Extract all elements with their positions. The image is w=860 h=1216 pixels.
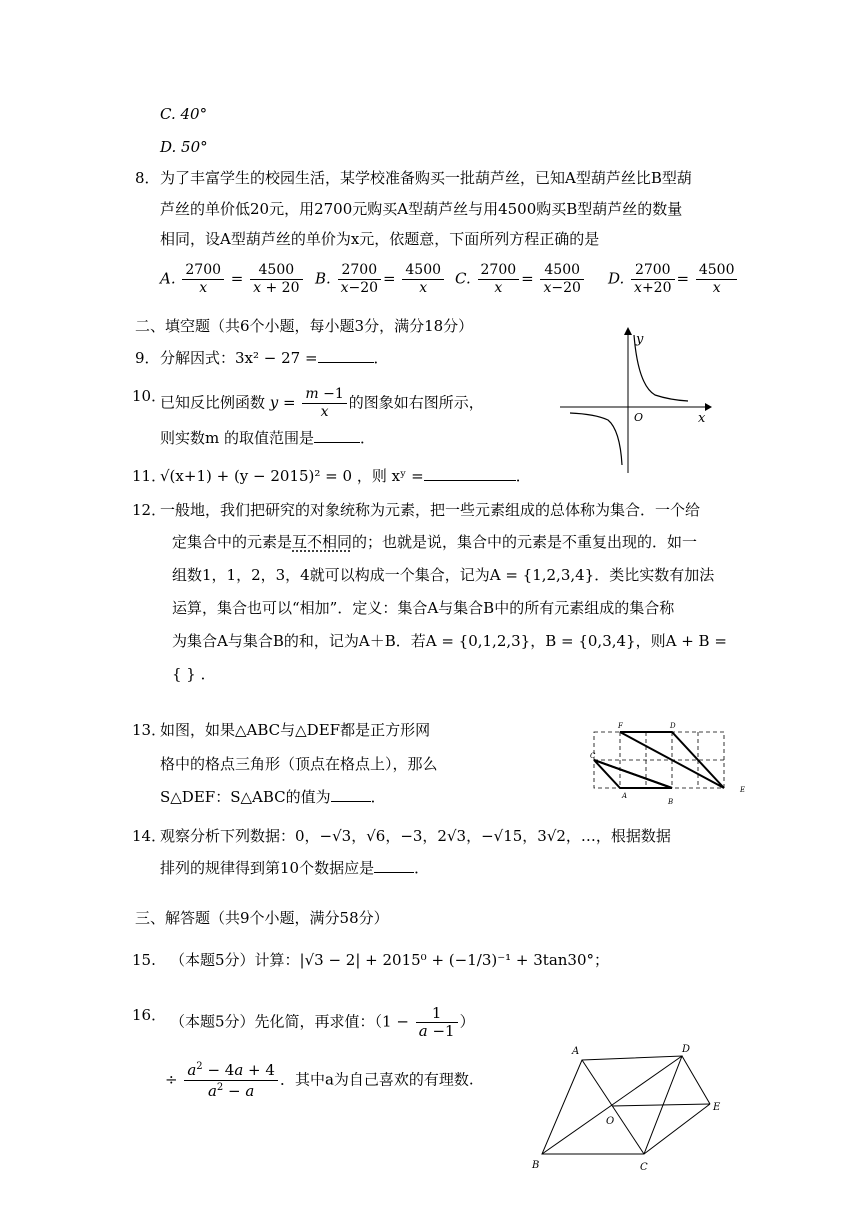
q14-line1: 观察分析下列数据：0，−√3，√6，−3，2√3，−√15，3√2，…，根据数据 — [160, 827, 671, 845]
q10-line1: 已知反比例函数 y = $\frac{m -1}{x}$ 的图象如右图所示， — [160, 386, 484, 420]
q9-text: 分解因式：3x² − 27 = ． — [160, 349, 389, 367]
q13-label-e: E — [740, 786, 746, 794]
q13-label-b: B — [668, 798, 674, 806]
q12-line6: { } ． — [172, 665, 216, 683]
q15-number: 15. — [132, 951, 156, 969]
q16-parallelogram-figure — [520, 1040, 730, 1180]
q8-option-d: D. $\frac{2700}{x+20}$ = $\frac{4500}{x}$ — [608, 262, 739, 297]
q9-number: 9． — [135, 349, 160, 367]
q10-hyperbola-graph — [560, 325, 720, 475]
q16-label-a: A — [572, 1046, 580, 1057]
q16-label-b: B — [532, 1160, 540, 1171]
q13-line2: 格中的格点三角形（顶点在格点上），那么 — [160, 755, 438, 773]
q13-label-a: A — [622, 792, 628, 800]
q13-line1: 如图，如果△ABC与△DEF都是正方形网 — [160, 721, 431, 739]
q10-line2: 则实数m 的取值范围是 ． — [160, 429, 376, 447]
q16-label-c: C — [640, 1162, 648, 1173]
q13-label-d: D — [670, 722, 676, 730]
section-2-heading: 二、填空题（共6个小题，每小题3分，满分18分） — [135, 317, 474, 335]
q12-line5: 为集合A与集合B的和，记为A＋B．若A = {0,1,2,3}，B = {0,3,4}，则A + B = — [172, 632, 727, 650]
q12-line3: 组数1，1，2，3，4就可以构成一个集合，记为A = {1,2,3,4}．类比实数有加法 — [172, 566, 715, 584]
q12-line2: 定集合中的元素是互不相同的；也就是说，集合中的元素是不重复出现的．如一 — [172, 533, 698, 551]
q8-line3: 相同，设A型葫芦丝的单价为x元，依题意，下面所列方程正确的是 — [160, 230, 600, 248]
q16-line1: （本题5分）先化简，再求值：（1 − $\frac{1}{a -1}$ ） — [170, 1004, 475, 1040]
q8-line1: 为了丰富学生的校园生活，某学校准备购买一批葫芦丝，已知A型葫芦丝比B型葫 — [160, 169, 692, 187]
q12-line4: 运算，集合也可以“相加”．定义：集合A与集合B中的所有元素组成的集合称 — [172, 599, 675, 617]
q8-number: 8． — [135, 169, 160, 187]
q16-line2: ÷ $\frac{a^2 - 4a + 4}{a^2 - a}$ ．其中a为自己喜欢的有理数. — [165, 1061, 474, 1100]
q11-text: √(x+1) + (y − 2015)² = 0 ，则 xʸ = ． — [160, 467, 531, 485]
q13-label-f: F — [618, 722, 623, 730]
q14-number: 14． — [132, 827, 167, 845]
q13-number: 13． — [132, 721, 167, 739]
q8-option-c: C. $\frac{2700}{x}$ = $\frac{4500}{x-20}$ — [455, 262, 586, 297]
q11-number: 11． — [132, 467, 167, 485]
q13-grid-triangles — [588, 718, 748, 808]
q14-line2: 排列的规律得到第10个数据应是 ． — [160, 859, 430, 877]
q8-option-b: B. $\frac{2700}{x-20}$ = $\frac{4500}{x}$ — [315, 262, 446, 297]
q13-line3: S△DEF：S△ABC的值为 ． — [160, 788, 386, 806]
q15-text: （本题5分）计算：|√3 − 2| + 2015⁰ + (−1/3)⁻¹ + 3tan30°； — [170, 951, 610, 969]
q7-option-d: D. 50° — [160, 138, 208, 156]
q10-x-label: x — [698, 411, 706, 426]
q10-y-label: y — [636, 332, 644, 347]
section-3-heading: 三、解答题（共9个小题，满分58分） — [135, 909, 389, 927]
q10-origin-label: O — [634, 411, 644, 424]
q12-line1: 一般地，我们把研究的对象统称为元素，把一些元素组成的总体称为集合．一个给 — [160, 501, 701, 519]
q13-label-c: C — [590, 752, 596, 760]
q16-label-o: O — [606, 1116, 615, 1127]
q16-number: 16． — [132, 1006, 167, 1024]
q12-number: 12． — [132, 501, 167, 519]
q8-option-a: A. $\frac{2700}{x}$ = $\frac{4500}{x + 20}$ — [160, 262, 305, 297]
q10-number: 10． — [132, 387, 167, 405]
q16-label-d: D — [682, 1044, 691, 1055]
q7-option-c: C. 40° — [160, 105, 208, 123]
q8-line2: 芦丝的单价低20元，用2700元购买A型葫芦丝与用4500购买B型葫芦丝的数量 — [160, 200, 683, 218]
q16-label-e: E — [713, 1102, 721, 1113]
